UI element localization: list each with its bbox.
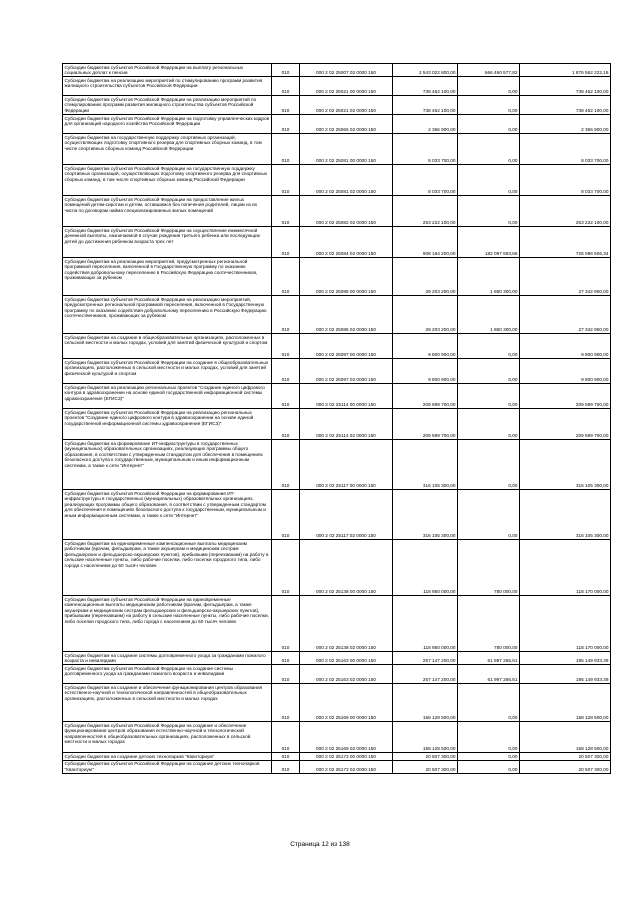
unexecuted-amount-cell: 195 149 933,39 — [520, 665, 611, 684]
executed-amount-cell: 0,00 — [458, 753, 520, 761]
classification-code-cell: 000 2 02 25138 00 0000 150 — [300, 540, 393, 596]
classification-code-cell: 000 2 02 25021 00 0000 150 — [300, 77, 393, 96]
income-name-cell: Субсидии бюджетам субъектов Российской Федерации на реализацию мероприятий по стимулированию программ развития жилищного строительства субъектов Российской Федерации — [63, 96, 272, 115]
table-row — [63, 334, 611, 359]
approved-amount-cell: 209 599 700,00 — [393, 384, 458, 409]
approved-amount-cell: 158 128 500,00 — [393, 684, 458, 722]
approved-amount-cell: 2 543 022 800,00 — [393, 64, 458, 77]
line-code-cell: 010 — [272, 684, 300, 722]
table-row — [63, 258, 611, 296]
income-name-cell: Субсидии бюджетам субъектов Российской Федерации на создание и обеспечение функционирования центров образования естественно-научной и технологической направленностей в общеобразовательных организациях, расположенных в сельской местности и малых городах — [63, 722, 272, 753]
line-code-cell: 010 — [272, 490, 300, 540]
approved-amount-cell: 158 128 500,00 — [393, 722, 458, 753]
table-row — [63, 196, 611, 227]
approved-amount-cell: 209 599 700,00 — [393, 409, 458, 440]
page-number-footer: Страница 12 из 138 — [290, 841, 350, 848]
unexecuted-amount-cell: 27 342 900,00 — [520, 296, 611, 334]
budget-table-body — [63, 64, 611, 774]
classification-code-cell: 000 2 02 25169 00 0000 150 — [300, 684, 393, 722]
approved-amount-cell: 8 033 700,00 — [393, 134, 458, 165]
approved-amount-cell: 9 800 900,00 — [393, 359, 458, 384]
table-row — [63, 760, 611, 773]
unexecuted-amount-cell: 1 876 562 222,18 — [520, 64, 611, 77]
unexecuted-amount-cell: 726 096 506,34 — [520, 227, 611, 258]
income-name-cell: Субсидии бюджетам на реализацию региональных проектов "Создание единого цифрового контура в здравоохранении на основе единой государственной информационной системы здравоохранения (ЕГИСЗ)" — [63, 384, 272, 409]
executed-amount-cell: 0,00 — [458, 409, 520, 440]
executed-amount-cell: 666 460 577,82 — [458, 64, 520, 77]
table-row — [63, 652, 611, 665]
line-code-cell: 010 — [272, 760, 300, 773]
unexecuted-amount-cell: 209 599 700,00 — [520, 409, 611, 440]
approved-amount-cell: 9 800 900,00 — [393, 334, 458, 359]
approved-amount-cell: 29 203 200,00 — [393, 258, 458, 296]
unexecuted-amount-cell: 738 462 100,00 — [520, 77, 611, 96]
classification-code-cell: 000 2 02 25169 02 0000 150 — [300, 722, 393, 753]
executed-amount-cell: 0,00 — [458, 760, 520, 773]
approved-amount-cell: 257 147 200,00 — [393, 652, 458, 665]
executed-amount-cell: 0,00 — [458, 384, 520, 409]
executed-amount-cell: 0,00 — [458, 96, 520, 115]
executed-amount-cell: 0,00 — [458, 684, 520, 722]
approved-amount-cell: 738 462 100,00 — [393, 96, 458, 115]
approved-amount-cell: 316 105 300,00 — [393, 490, 458, 540]
table-row — [63, 296, 611, 334]
table-row — [63, 359, 611, 384]
executed-amount-cell: 0,00 — [458, 115, 520, 134]
income-name-cell: Субсидии бюджетам на создание детских технопарков "Кванториум" — [63, 753, 272, 761]
line-code-cell: 010 — [272, 196, 300, 227]
line-code-cell: 010 — [272, 77, 300, 96]
classification-code-cell: 000 2 02 25086 02 0000 150 — [300, 296, 393, 334]
executed-amount-cell: 0,00 — [458, 440, 520, 490]
income-name-cell: Субсидии бюджетам субъектов Российской Федерации на единовременные компенсационные выплаты медицинским работникам (врачам, фельдшерам, а также акушеркам и медицинским сестрам фельдшерских и фельдшерско-акушерских пунктов), прибывшим (переехавшим) на работу в сельские населенные пункты, либо рабочие поселки, либо поселки городского типа, либо города с населением до 50 тысяч человек — [63, 596, 272, 652]
income-name-cell: Субсидии бюджетам субъектов Российской Федерации на формирование ИТ-инфраструктуры в государственных (муниципальных) образовательных организациях, реализующих программы общего образования, в соответствии с утвержденным стандартом для обеспечения в помещениях безопасного доступа к государственным, муниципальным и иным информационным системам, а также к сети "Интернет" — [63, 490, 272, 540]
line-code-cell: 010 — [272, 134, 300, 165]
unexecuted-amount-cell: 253 222 100,00 — [520, 196, 611, 227]
table-row — [63, 684, 611, 722]
income-name-cell: Субсидии бюджетам субъектов Российской Федерации на создание детских технопарков "Кванториум" — [63, 760, 272, 773]
executed-amount-cell: 182 097 693,66 — [458, 227, 520, 258]
approved-amount-cell: 253 222 100,00 — [393, 196, 458, 227]
executed-amount-cell: 780 000,00 — [458, 540, 520, 596]
income-name-cell: Субсидии бюджетам субъектов Российской Федерации на создание системы долговременного ухода за гражданами пожилого возраста и инвалидами — [63, 665, 272, 684]
line-code-cell: 010 — [272, 165, 300, 196]
line-code-cell: 010 — [272, 96, 300, 115]
line-code-cell: 010 — [272, 384, 300, 409]
budget-table — [62, 63, 611, 774]
line-code-cell: 010 — [272, 596, 300, 652]
line-code-cell: 010 — [272, 115, 300, 134]
approved-amount-cell: 20 507 300,00 — [393, 760, 458, 773]
classification-code-cell: 000 2 02 25007 02 0000 150 — [300, 64, 393, 77]
table-row — [63, 115, 611, 134]
table-row — [63, 227, 611, 258]
unexecuted-amount-cell: 118 170 000,00 — [520, 540, 611, 596]
line-code-cell: 010 — [272, 753, 300, 761]
classification-code-cell: 000 2 02 25021 02 0000 150 — [300, 96, 393, 115]
executed-amount-cell: 0,00 — [458, 77, 520, 96]
executed-amount-cell: 1 860 300,00 — [458, 296, 520, 334]
table-row — [63, 384, 611, 409]
executed-amount-cell: 0,00 — [458, 490, 520, 540]
line-code-cell: 010 — [272, 359, 300, 384]
unexecuted-amount-cell: 158 128 500,00 — [520, 684, 611, 722]
classification-code-cell: 000 2 02 25082 02 0000 150 — [300, 196, 393, 227]
unexecuted-amount-cell: 9 800 900,00 — [520, 334, 611, 359]
income-name-cell: Субсидии бюджетам субъектов Российской Федерации на государственную поддержку спортивных организаций, осуществляющих подготовку спортивного резерва для спортивных сборных команд, в том числе спортивных сборных команд Российской Федерации — [63, 165, 272, 196]
line-code-cell: 010 — [272, 334, 300, 359]
table-row — [63, 753, 611, 761]
unexecuted-amount-cell: 20 507 300,00 — [520, 753, 611, 761]
line-code-cell: 010 — [272, 64, 300, 77]
executed-amount-cell: 0,00 — [458, 165, 520, 196]
income-name-cell: Субсидии бюджетам на реализацию мероприятий, предусмотренных региональной программой переселения, включенной в Государственную программу по оказанию содействия добровольному переселению в Российскую Федерацию соотечественников, проживающих за рубежом — [63, 258, 272, 296]
line-code-cell: 010 — [272, 296, 300, 334]
approved-amount-cell: 20 507 300,00 — [393, 753, 458, 761]
table-row — [63, 409, 611, 440]
classification-code-cell: 000 2 02 25173 00 0000 150 — [300, 753, 393, 761]
income-name-cell: Субсидии бюджетам субъектов Российской Федерации на создание в общеобразовательных организациях, расположенных в сельской местности и малых городах, условий для занятий физической культурой и спортом — [63, 359, 272, 384]
line-code-cell: 010 — [272, 409, 300, 440]
line-code-cell: 010 — [272, 258, 300, 296]
approved-amount-cell: 316 105 300,00 — [393, 440, 458, 490]
unexecuted-amount-cell: 20 507 300,00 — [520, 760, 611, 773]
unexecuted-amount-cell: 158 128 500,00 — [520, 722, 611, 753]
table-row — [63, 96, 611, 115]
line-code-cell: 010 — [272, 652, 300, 665]
unexecuted-amount-cell: 9 800 900,00 — [520, 359, 611, 384]
income-name-cell: Субсидии бюджетам субъектов Российской Федерации на реализацию региональных проектов "Создание единого цифрового контура в здравоохранении на основе единой государственной информационной системы здравоохранения (ЕГИСЗ)" — [63, 409, 272, 440]
approved-amount-cell: 738 462 100,00 — [393, 77, 458, 96]
classification-code-cell: 000 2 02 25097 02 0000 150 — [300, 359, 393, 384]
approved-amount-cell: 8 033 700,00 — [393, 165, 458, 196]
income-name-cell: Субсидии бюджетам на единовременные компенсационные выплаты медицинским работникам (врачам, фельдшерам, а также акушеркам и медицинским сестрам фельдшерских и фельдшерско-акушерских пунктов), прибывшим (переехавшим) на работу в сельские населенные пункты, либо рабочие поселки, либо поселки городского типа, либо города с населением до 50 тысяч человек — [63, 540, 272, 596]
classification-code-cell: 000 2 02 25084 02 0000 150 — [300, 227, 393, 258]
executed-amount-cell: 0,00 — [458, 359, 520, 384]
executed-amount-cell: 61 997 266,61 — [458, 665, 520, 684]
unexecuted-amount-cell: 316 105 300,00 — [520, 490, 611, 540]
table-row — [63, 64, 611, 77]
table-row — [63, 490, 611, 540]
income-name-cell: Субсидии бюджетам на создание и обеспечение функционирования центров образования естественно-научной и технологической направленностей в общеобразовательных организациях, расположенных в сельской местности и малых городах — [63, 684, 272, 722]
classification-code-cell: 000 2 02 25066 02 0000 150 — [300, 115, 393, 134]
unexecuted-amount-cell: 8 033 700,00 — [520, 134, 611, 165]
approved-amount-cell: 118 950 000,00 — [393, 540, 458, 596]
line-code-cell: 010 — [272, 665, 300, 684]
unexecuted-amount-cell: 2 366 900,00 — [520, 115, 611, 134]
classification-code-cell: 000 2 02 25163 00 0000 150 — [300, 652, 393, 665]
approved-amount-cell: 118 950 000,00 — [393, 596, 458, 652]
line-code-cell: 010 — [272, 227, 300, 258]
table-row — [63, 665, 611, 684]
approved-amount-cell: 2 366 900,00 — [393, 115, 458, 134]
table-row — [63, 134, 611, 165]
line-code-cell: 010 — [272, 722, 300, 753]
table-row — [63, 596, 611, 652]
unexecuted-amount-cell: 738 462 100,00 — [520, 96, 611, 115]
classification-code-cell: 000 2 02 25086 00 0000 150 — [300, 258, 393, 296]
executed-amount-cell: 0,00 — [458, 334, 520, 359]
executed-amount-cell: 0,00 — [458, 722, 520, 753]
unexecuted-amount-cell: 209 599 700,00 — [520, 384, 611, 409]
classification-code-cell: 000 2 02 25138 02 0000 150 — [300, 596, 393, 652]
approved-amount-cell: 29 203 200,00 — [393, 296, 458, 334]
unexecuted-amount-cell: 195 149 933,39 — [520, 652, 611, 665]
classification-code-cell: 000 2 02 25163 02 0000 150 — [300, 665, 393, 684]
table-row — [63, 540, 611, 596]
classification-code-cell: 000 2 02 25081 02 0000 150 — [300, 165, 393, 196]
income-name-cell: Субсидии бюджетам на государственную поддержку спортивных организаций, осуществляющих подготовку спортивного резерва для спортивных сборных команд, в том числе спортивных сборных команд Российской Федерации — [63, 134, 272, 165]
unexecuted-amount-cell: 8 033 700,00 — [520, 165, 611, 196]
table-row — [63, 165, 611, 196]
income-name-cell: Субсидии бюджетам субъектов Российской Федерации на реализацию мероприятий, предусмотренных региональной программой переселения, включенной в Государственную программу по оказанию содействия добровольному переселению в Российскую Федерацию соотечественников, проживающих за рубежом — [63, 296, 272, 334]
income-name-cell: Субсидии бюджетам субъектов Российской Федерации на выплату региональных социальных доплат к пенсии — [63, 64, 272, 77]
table-row — [63, 722, 611, 753]
classification-code-cell: 000 2 02 25117 00 0000 150 — [300, 440, 393, 490]
executed-amount-cell: 780 000,00 — [458, 596, 520, 652]
income-name-cell: Субсидии бюджетам на создание в общеобразовательных организациях, расположенных в сельской местности и малых городах, условий для занятий физической культурой и спортом — [63, 334, 272, 359]
income-name-cell: Субсидии бюджетам на создание системы долговременного ухода за гражданами пожилого возраста и инвалидами — [63, 652, 272, 665]
income-name-cell: Субсидии бюджетам на формирование ИТ-инфраструктуры в государственных (муниципальных) образовательных организациях, реализующих программы общего образования, в соответствии с утвержденным стандартом для обеспечения в помещениях безопасного доступа к государственным, муниципальным и иным информационным системам, а также к сети "Интернет" — [63, 440, 272, 490]
income-name-cell: Субсидии бюджетам субъектов Российской Федерации на подготовку управленческих кадров для организаций народного хозяйства Российской Федерации — [63, 115, 272, 134]
classification-code-cell: 000 2 02 25117 02 0000 150 — [300, 490, 393, 540]
budget-table-sheet — [62, 63, 609, 774]
line-code-cell: 010 — [272, 440, 300, 490]
executed-amount-cell: 61 997 266,61 — [458, 652, 520, 665]
income-name-cell: Субсидии бюджетам на реализацию мероприятий по стимулированию программ развития жилищного строительства субъектов Российской Федерации — [63, 77, 272, 96]
income-name-cell: Субсидии бюджетам субъектов Российской Федерации на осуществление ежемесячной денежной выплаты, назначаемой в случае рождения третьего ребенка или последующих детей до достижения ребенком возраста трех лет — [63, 227, 272, 258]
classification-code-cell: 000 2 02 25081 00 0000 150 — [300, 134, 393, 165]
table-row — [63, 440, 611, 490]
classification-code-cell: 000 2 02 25114 02 0000 150 — [300, 409, 393, 440]
income-name-cell: Субсидии бюджетам субъектов Российской Федерации на предоставление жилых помещений детям-сиротам и детям, оставшимся без попечения родителей, лицам из их числа по договорам найма специализированных жилых помещений — [63, 196, 272, 227]
classification-code-cell: 000 2 02 25114 00 0000 150 — [300, 384, 393, 409]
executed-amount-cell: 1 860 300,00 — [458, 258, 520, 296]
approved-amount-cell: 908 194 200,00 — [393, 227, 458, 258]
executed-amount-cell: 0,00 — [458, 196, 520, 227]
approved-amount-cell: 257 147 200,00 — [393, 665, 458, 684]
table-row — [63, 77, 611, 96]
classification-code-cell: 000 2 02 25173 02 0000 150 — [300, 760, 393, 773]
executed-amount-cell: 0,00 — [458, 134, 520, 165]
unexecuted-amount-cell: 27 342 900,00 — [520, 258, 611, 296]
line-code-cell: 010 — [272, 540, 300, 596]
classification-code-cell: 000 2 02 25097 00 0000 150 — [300, 334, 393, 359]
unexecuted-amount-cell: 316 105 300,00 — [520, 440, 611, 490]
unexecuted-amount-cell: 118 170 000,00 — [520, 596, 611, 652]
